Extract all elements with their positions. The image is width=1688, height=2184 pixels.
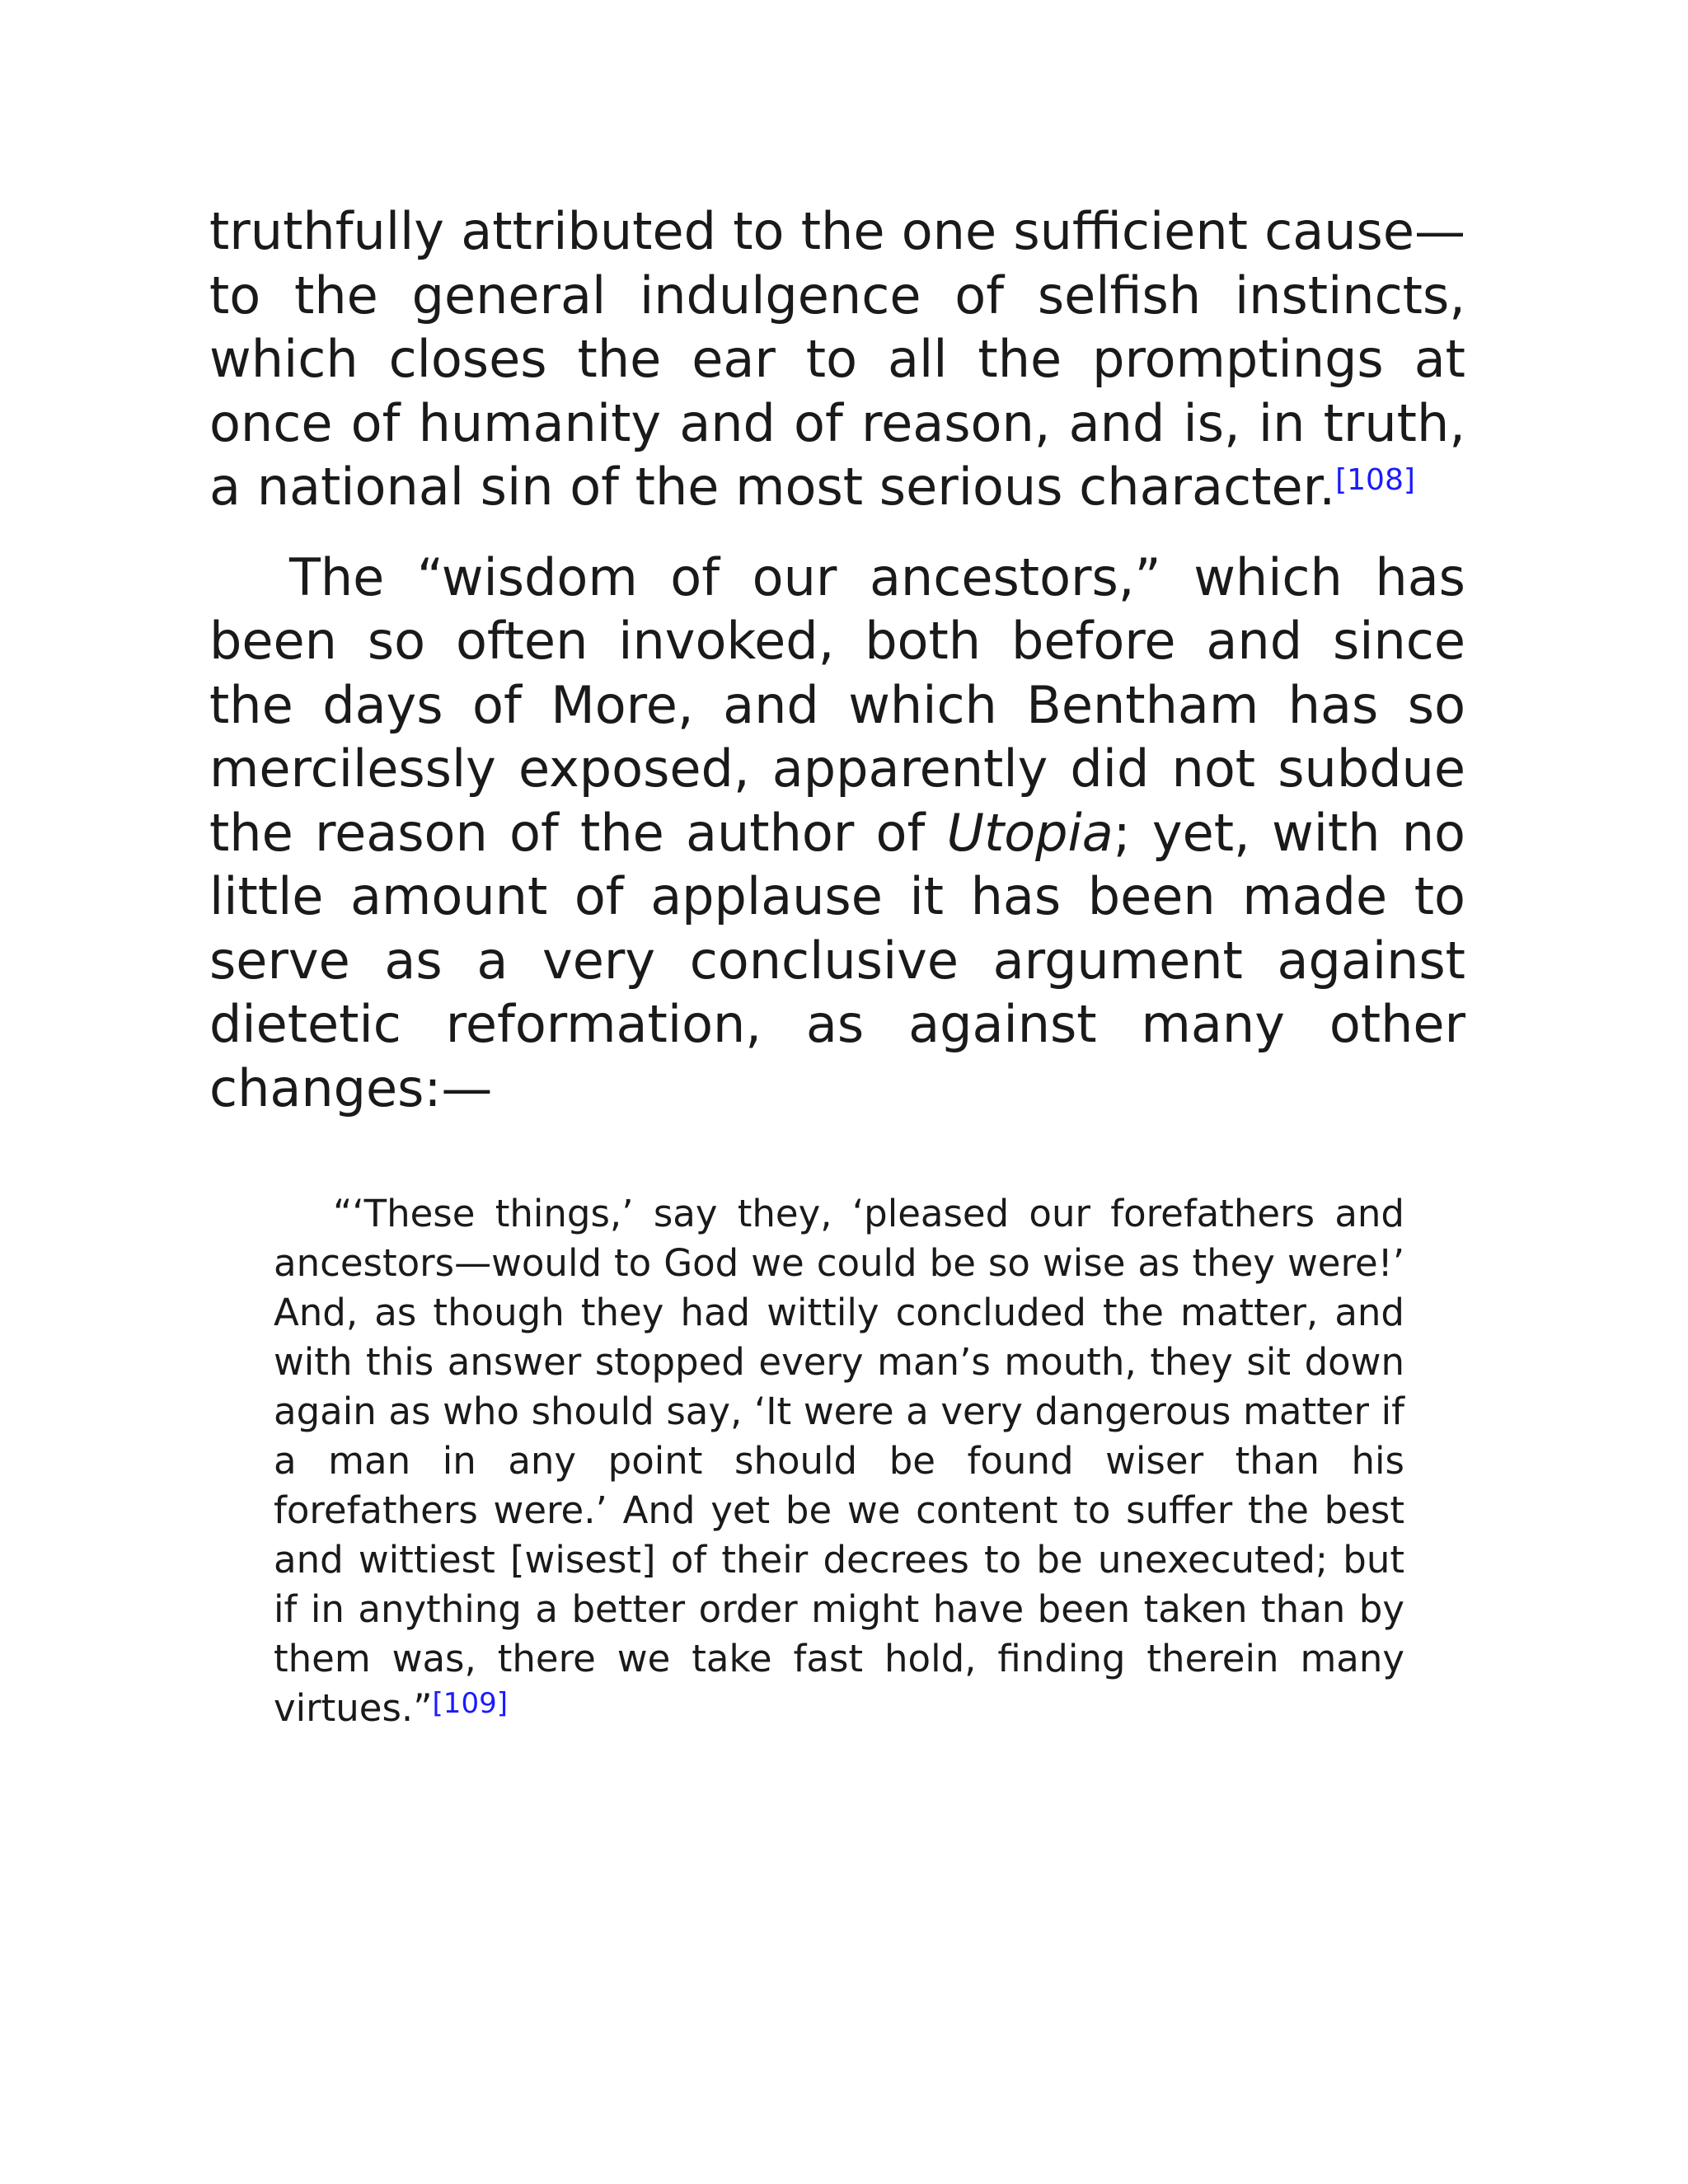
- paragraph-text-start: The “wisdom of our ancestors,” which has been so often invoked, both before and since the days of More, and which Bentham has so mercilessly exposed, apparently did not subdue the reason of the author of: [209, 546, 1465, 863]
- paragraph-continued: [209, 199, 1465, 519]
- paragraph-wisdom-of-ancestors: [209, 546, 1465, 1121]
- quotation-text: “‘These things,’ say they, ‘pleased our forefathers and ancestors—would to God we could be so wise as they were!’ And, as though they had wittily concluded the matter, and with this answer stopped every man’s mouth, they sit down again as who should say, ‘It were a very dangerous matter if a man in any point should be found wiser than his forefathers were.’ And yet be we content to suffer the best and wittiest [wisest] of their decrees to be unexecuted; but if in anything a better order might have been taken than by them was, there we take fast hold, finding therein many virtues.”: [274, 1192, 1404, 1730]
- paragraph-text-end: ; yet, with no little amount of applause it has been made to serve as a very conclusive argument against dietetic reformation, as against many other changes:—: [209, 802, 1465, 1118]
- book-title-utopia: Utopia: [946, 802, 1114, 863]
- footnote-link-109[interactable]: [109]: [432, 1687, 508, 1720]
- block-quotation: [274, 1189, 1404, 1733]
- paragraph-text: truthfully attributed to the one sufficient cause—to the general indulgence of selfish instincts, which closes the ear to all the promptings at once of humanity and of reason, and is, in truth, a national sin of the most serious character.: [209, 201, 1465, 517]
- page-content: [209, 199, 1465, 1733]
- footnote-link-108[interactable]: [108]: [1335, 463, 1415, 497]
